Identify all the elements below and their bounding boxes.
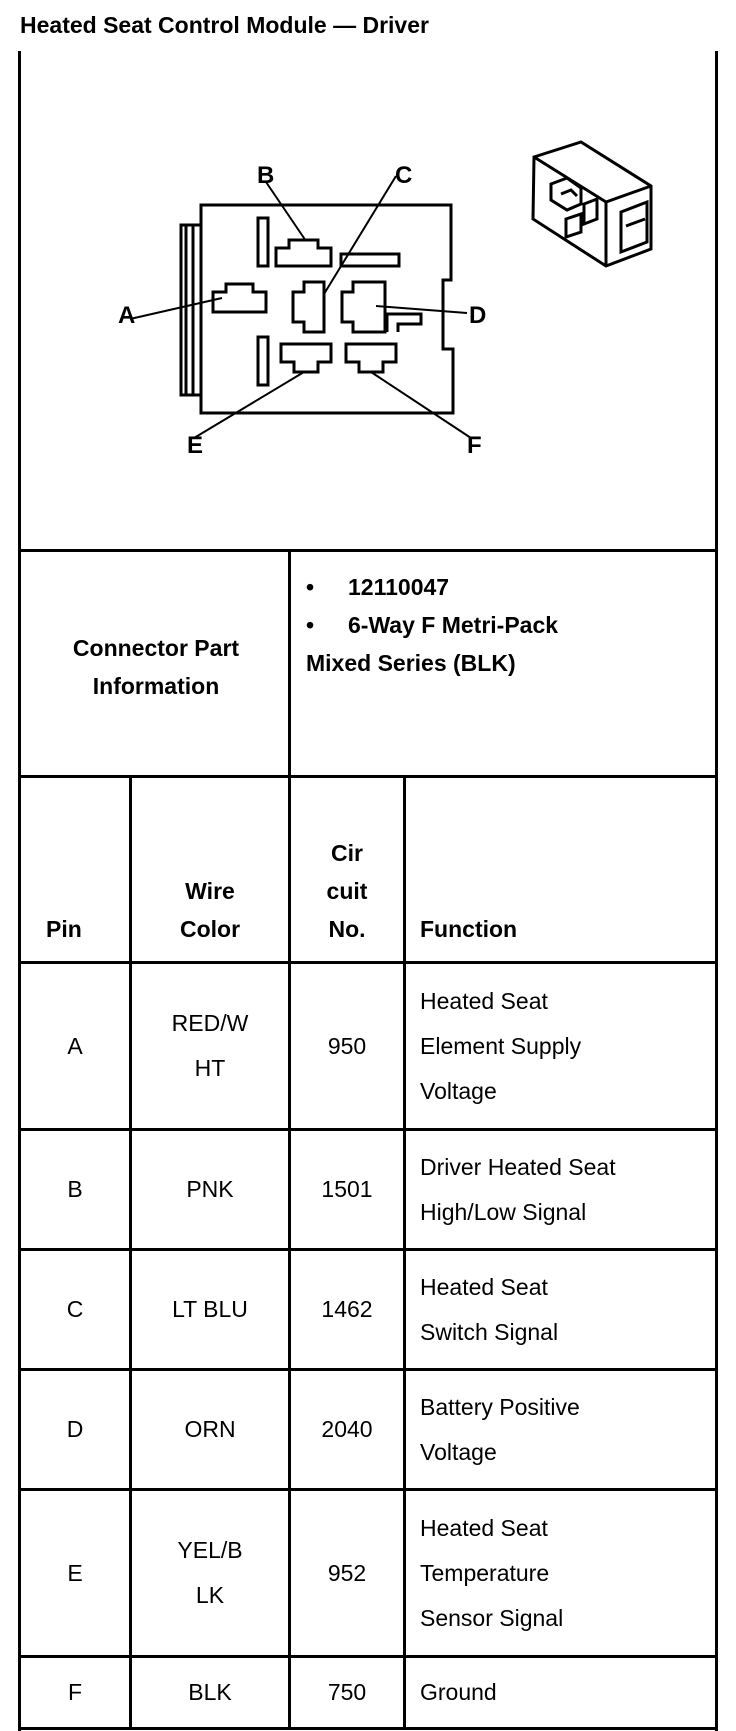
wire-color-cell-line: YEL/B <box>177 1537 243 1563</box>
wire-color-cell <box>132 1371 288 1488</box>
function-cell-line: Voltage <box>420 1077 497 1104</box>
callout-b: B <box>257 162 275 189</box>
function-cell <box>420 1131 710 1248</box>
wire-color-cell <box>132 1131 288 1248</box>
function-cell-line: Heated Seat <box>420 1273 548 1300</box>
slot-left-upper <box>258 218 268 266</box>
callout-a: A <box>118 302 136 329</box>
wire-color-cell <box>132 1491 288 1655</box>
function-cell-line: Switch Signal <box>420 1318 559 1345</box>
terminal-e <box>281 344 331 372</box>
pin-cell-line: A <box>67 1032 83 1059</box>
pin-cell <box>21 1371 129 1488</box>
connector-info-label: Connector Part Information <box>72 635 240 699</box>
header-pin: Pin <box>46 916 82 942</box>
wire-color-cell <box>132 964 288 1128</box>
pin-cell-line: F <box>67 1679 83 1705</box>
pin-cell-line: B <box>67 1176 83 1202</box>
callout-d: D <box>469 302 487 329</box>
wire-color-cell-line: LT BLU <box>172 1296 248 1322</box>
function-cell-line: Driver Heated Seat <box>420 1153 616 1180</box>
function-cell <box>420 1491 710 1655</box>
circuit-cell-line: 1462 <box>321 1296 373 1322</box>
wire-color-cell <box>132 1658 288 1727</box>
wire-color-cell-line: PNK <box>186 1176 234 1202</box>
header-wire-color: Wire Color <box>179 878 241 942</box>
column-line-circuit <box>403 775 406 1730</box>
circuit-cell <box>291 1131 403 1248</box>
circuit-cell <box>291 1491 403 1655</box>
circuit-cell <box>291 1371 403 1488</box>
terminal-f <box>346 344 396 372</box>
function-cell-line: Ground <box>420 1679 497 1705</box>
function-cell-line: Element Supply <box>420 1032 582 1059</box>
function-cell-line: Voltage <box>420 1438 497 1465</box>
circuit-cell-line: 2040 <box>321 1416 373 1442</box>
callout-c: C <box>395 162 413 189</box>
pin-cell <box>21 1251 129 1368</box>
callout-f: F <box>467 432 482 459</box>
circuit-cell <box>291 964 403 1128</box>
circuit-cell-line: 750 <box>327 1679 367 1705</box>
wire-color-cell-line: RED/W <box>171 1010 249 1036</box>
wire-color-cell-line: BLK <box>188 1679 232 1705</box>
wire-color-cell-line: ORN <box>184 1416 236 1442</box>
circuit-cell <box>291 1658 403 1727</box>
description-line: • 6-Way F Metri-Pack <box>306 612 559 638</box>
latch <box>387 314 421 332</box>
circuit-cell <box>291 1251 403 1368</box>
function-cell-line: Temperature <box>420 1559 550 1586</box>
pin-cell <box>21 1131 129 1248</box>
slot-left-lower <box>258 337 268 385</box>
circuit-cell-line: 950 <box>327 1032 367 1059</box>
connector-diagram <box>21 54 715 554</box>
pin-cell-line: D <box>66 1416 84 1442</box>
function-cell-line: Sensor Signal <box>420 1604 564 1631</box>
function-cell <box>420 1371 710 1488</box>
part-number: 12110047 <box>348 574 450 600</box>
function-cell-line: Heated Seat <box>420 1514 548 1541</box>
wire-color-cell-line: HT <box>194 1055 226 1081</box>
callout-e: E <box>187 432 204 459</box>
connector-rail <box>181 225 201 395</box>
slot-right <box>341 254 399 266</box>
header-function: Function <box>420 916 518 942</box>
part-number-line: • 12110047 <box>306 574 450 600</box>
wire-color-cell-line: LK <box>195 1582 225 1608</box>
pin-cell-line: E <box>67 1559 83 1586</box>
function-cell <box>420 1658 710 1727</box>
circuit-cell-line: 952 <box>327 1559 367 1586</box>
terminal-c <box>293 282 324 332</box>
wire-color-cell <box>132 1251 288 1368</box>
function-cell-line: Battery Positive <box>420 1393 580 1420</box>
pin-cell <box>21 1491 129 1655</box>
pin-cell <box>21 1658 129 1727</box>
connector-description: 6-Way F Metri-Pack <box>348 612 559 638</box>
function-cell-line: Heated Seat <box>420 987 548 1014</box>
page-title: Heated Seat Control Module — Driver <box>20 12 429 38</box>
function-cell <box>420 964 710 1128</box>
terminal-b <box>276 240 331 266</box>
header-circuit-no: Cir cuit No. <box>326 840 368 942</box>
connector-info-value <box>306 568 558 682</box>
pin-cell-line: C <box>66 1296 84 1322</box>
function-cell-line: High/Low Signal <box>420 1198 587 1225</box>
description-line-2: Mixed Series (BLK) <box>306 650 516 676</box>
pin-cell <box>21 964 129 1128</box>
function-cell <box>420 1251 710 1368</box>
circuit-cell-line: 1501 <box>321 1176 373 1202</box>
